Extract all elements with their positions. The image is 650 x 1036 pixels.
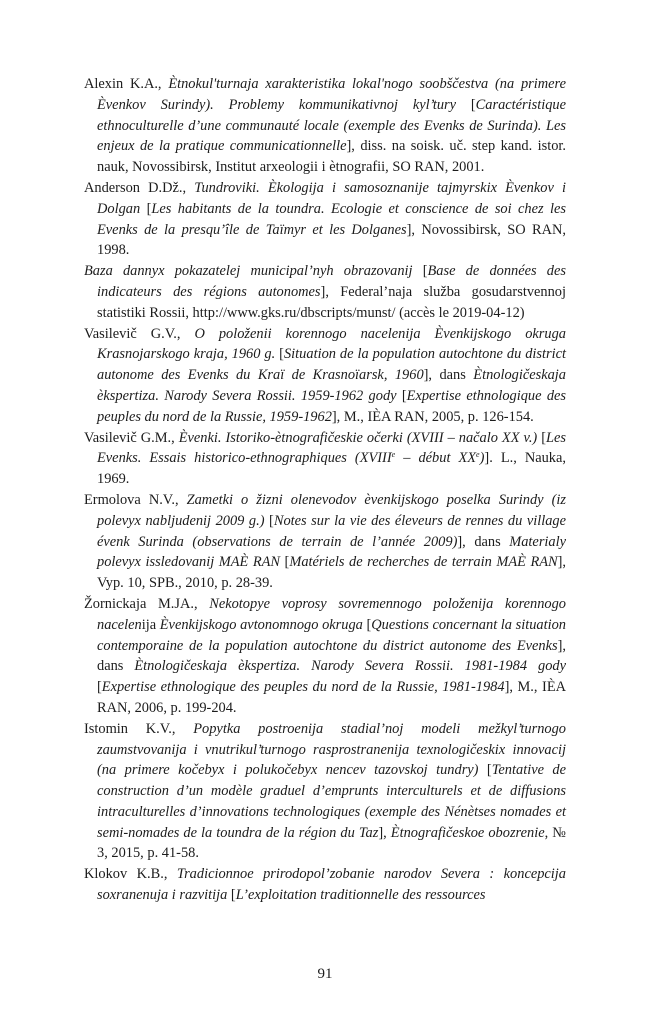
entry-text: ija <box>141 616 160 633</box>
entry-title-text: Zametki o žizni olenevodov èvenkijskogo poselka Surindy (iz polevyx nabljudenij 2009 g.) <box>97 491 566 529</box>
entry-title-text: Popytka postroenija stadial’noj modeli mežkyl’turnogo zaumstvovanija i vnutrikul’turnogo rasprostranenija texnologičeskix innovacij (na primere kočebyx i polukočebyx nencev tazovskoj tundry) <box>97 720 566 779</box>
entry-text: [ <box>537 429 546 446</box>
entry-title-text: – début XX <box>395 450 477 467</box>
entry-title-text: Tradicionnoe prirodopol’zobanie narodov Severa : koncepcija soxranenuja i razvitija <box>97 866 566 904</box>
entry-title-text: Questions concernant la situation contemporaine de la population autochtone du district autonome des Evenks <box>97 616 566 654</box>
entry-title-text: Les habitants de la toundra. Ecologie et conscience de soi chez les Evenks de la presqu’île de Taïmyr et les Dolganes <box>97 200 566 238</box>
entry-text: Ermolova N.V., <box>84 491 187 508</box>
entry-text: ]. L., Nauka, 1969. <box>97 450 566 488</box>
bibliography-entry <box>84 428 566 490</box>
bibliography-entry <box>84 594 566 719</box>
entry-text: ], M., IÈA RAN, 2005, p. 126-154. <box>331 408 534 425</box>
bibliography-entry <box>84 864 566 906</box>
entry-title-text: Notes sur la vie des éleveurs de rennes du village évenk Surinda (observations de terrain de l’année 2009) <box>97 512 566 550</box>
entry-text: ], <box>378 824 391 841</box>
entry-title-text: O položenii korennogo nacelenija Èvenkijskogo okruga Krasnojarskogo kraja, 1960 g. <box>97 325 566 363</box>
entry-text: [ <box>140 200 152 217</box>
entry-text: [ <box>362 616 372 633</box>
entry-title-text: Ètnografičeskoe obozrenie <box>390 824 545 841</box>
entry-text: [ <box>396 387 407 404</box>
entry-title-text: Materialy polevyx issledovanij MAÈ RAN <box>97 533 566 571</box>
entry-title-text: Ètnologičeskaja èkspertiza. Narody Severa Rossii. 1959-1962 gody <box>97 367 566 404</box>
entry-text: [ <box>275 346 284 363</box>
entry-text: Alexin K.A., <box>84 76 169 92</box>
entry-text: [ <box>227 887 236 904</box>
entry-text: [ <box>280 554 290 571</box>
entry-text: , № 3, 2015, p. 41-58. <box>97 824 566 862</box>
entry-title-text: Matériels de recherches de terrain MAÈ RAN <box>289 554 558 571</box>
entry-text: ], Federal’naja služba gosudarstvennoj statistiki Rossii, http://www.gks.ru/dbscripts/munst/ (accès le 2019-04-12) <box>97 283 566 321</box>
entry-text: [ <box>478 762 492 779</box>
bibliography-entry <box>84 324 566 428</box>
entry-title-text: Ètnokul'turnaja xarakteristika lokal'nogo soobščestva (na primere Èvenkov Surindy). Problemy kommunikativnoj kyl’tury <box>97 76 566 113</box>
entry-title-text: e <box>391 450 396 460</box>
page-number: 91 <box>317 966 333 982</box>
entry-text: ], diss. na soisk. uč. step kand. istor. nauk, Novossibirsk, Institut arxeologii i ètnografii, SO RAN, 2001. <box>97 138 566 176</box>
entry-title-text: Ètnologičeskaja èkspertiza. Narody Severa Rossii. 1981-1984 gody <box>134 658 566 675</box>
entry-title-text: Expertise ethnologique des peuples du nord de la Russie, 1959-1962 <box>97 387 567 425</box>
entry-title-text: Baza dannyx pokazatelej municipal’nyh obrazovanij <box>84 263 413 280</box>
entry-text: Žornickaja M.JA., <box>84 595 210 612</box>
bibliography-entry <box>84 719 566 865</box>
entry-title-text: L’exploitation traditionnelle des ressources <box>235 887 486 904</box>
entry-text: Istomin K.V., <box>84 720 194 737</box>
entry-title-text: Expertise ethnologique des peuples du nord de la Russie, 1981-1984 <box>101 679 505 696</box>
entry-text: Anderson D.Dž., <box>84 179 195 196</box>
entry-title-text: Nekotopye voprosy sovremennogo položenija korennogo nacelen <box>97 595 566 633</box>
entry-title-text: e <box>476 450 480 460</box>
entry-title-text: Les Evenks. Essais historico-ethnographiques (XVIII <box>97 429 566 467</box>
entry-title-text: Tentative de construction d’un modèle graduel d’emprunts interculturels et de diffusions intraculturelles d’innovations technologiques (exemple des Nénètses nomades et semi-nomades de la toundra de la région du Taz <box>97 762 566 841</box>
entry-text: ], dans <box>457 533 510 550</box>
entry-title-text: Tundroviki. Èkologija i samosoznanije tajmyrskix Èvenkov i Dolgan <box>97 179 566 217</box>
entry-text: Vasilevič G.V., <box>84 325 195 342</box>
bibliography-entry <box>84 490 566 594</box>
entry-text: ], dans <box>97 637 566 675</box>
bibliography-entry <box>84 178 566 261</box>
entry-text: ], dans <box>423 367 474 384</box>
entry-text: ], M., IÈA RAN, 2006, p. 199-204. <box>97 679 567 716</box>
entry-title-text: ) <box>479 450 485 467</box>
entry-title-text: Èvenkijskogo avtonomnogo okruga <box>159 616 363 633</box>
entry-title-text: Base de données des indicateurs des régions autonomes <box>97 263 566 300</box>
entry-text: [ <box>264 512 274 529</box>
entry-text: Klokov K.B., <box>84 866 177 883</box>
entry-text: [ <box>97 679 102 696</box>
bibliography-list <box>84 74 566 906</box>
entry-title-text: Èvenki. Istoriko-ètnografičeskie očerki (XVIII – načalo XX v.) <box>178 429 538 446</box>
entry-text: Vasilevič G.M., <box>84 429 179 446</box>
bibliography-entry <box>84 74 566 178</box>
entry-title-text: Caractéristique ethnoculturelle d’une communauté locale (exemple des Evenks de Surinda). Les enjeux de la pratique communicationnelle <box>97 96 567 155</box>
entry-text: ], Novossibirsk, SO RAN, 1998. <box>97 221 566 259</box>
entry-text: ], Vyp. 10, SPB., 2010, p. 28-39. <box>97 554 567 592</box>
entry-title-text: Situation de la population autochtone du district autonome des Evenks du Kraï de Krasnoïarsk, 1960 <box>97 346 567 384</box>
bibliography-entry <box>84 261 566 323</box>
entry-text: [ <box>456 96 476 113</box>
entry-text: [ <box>412 263 428 280</box>
